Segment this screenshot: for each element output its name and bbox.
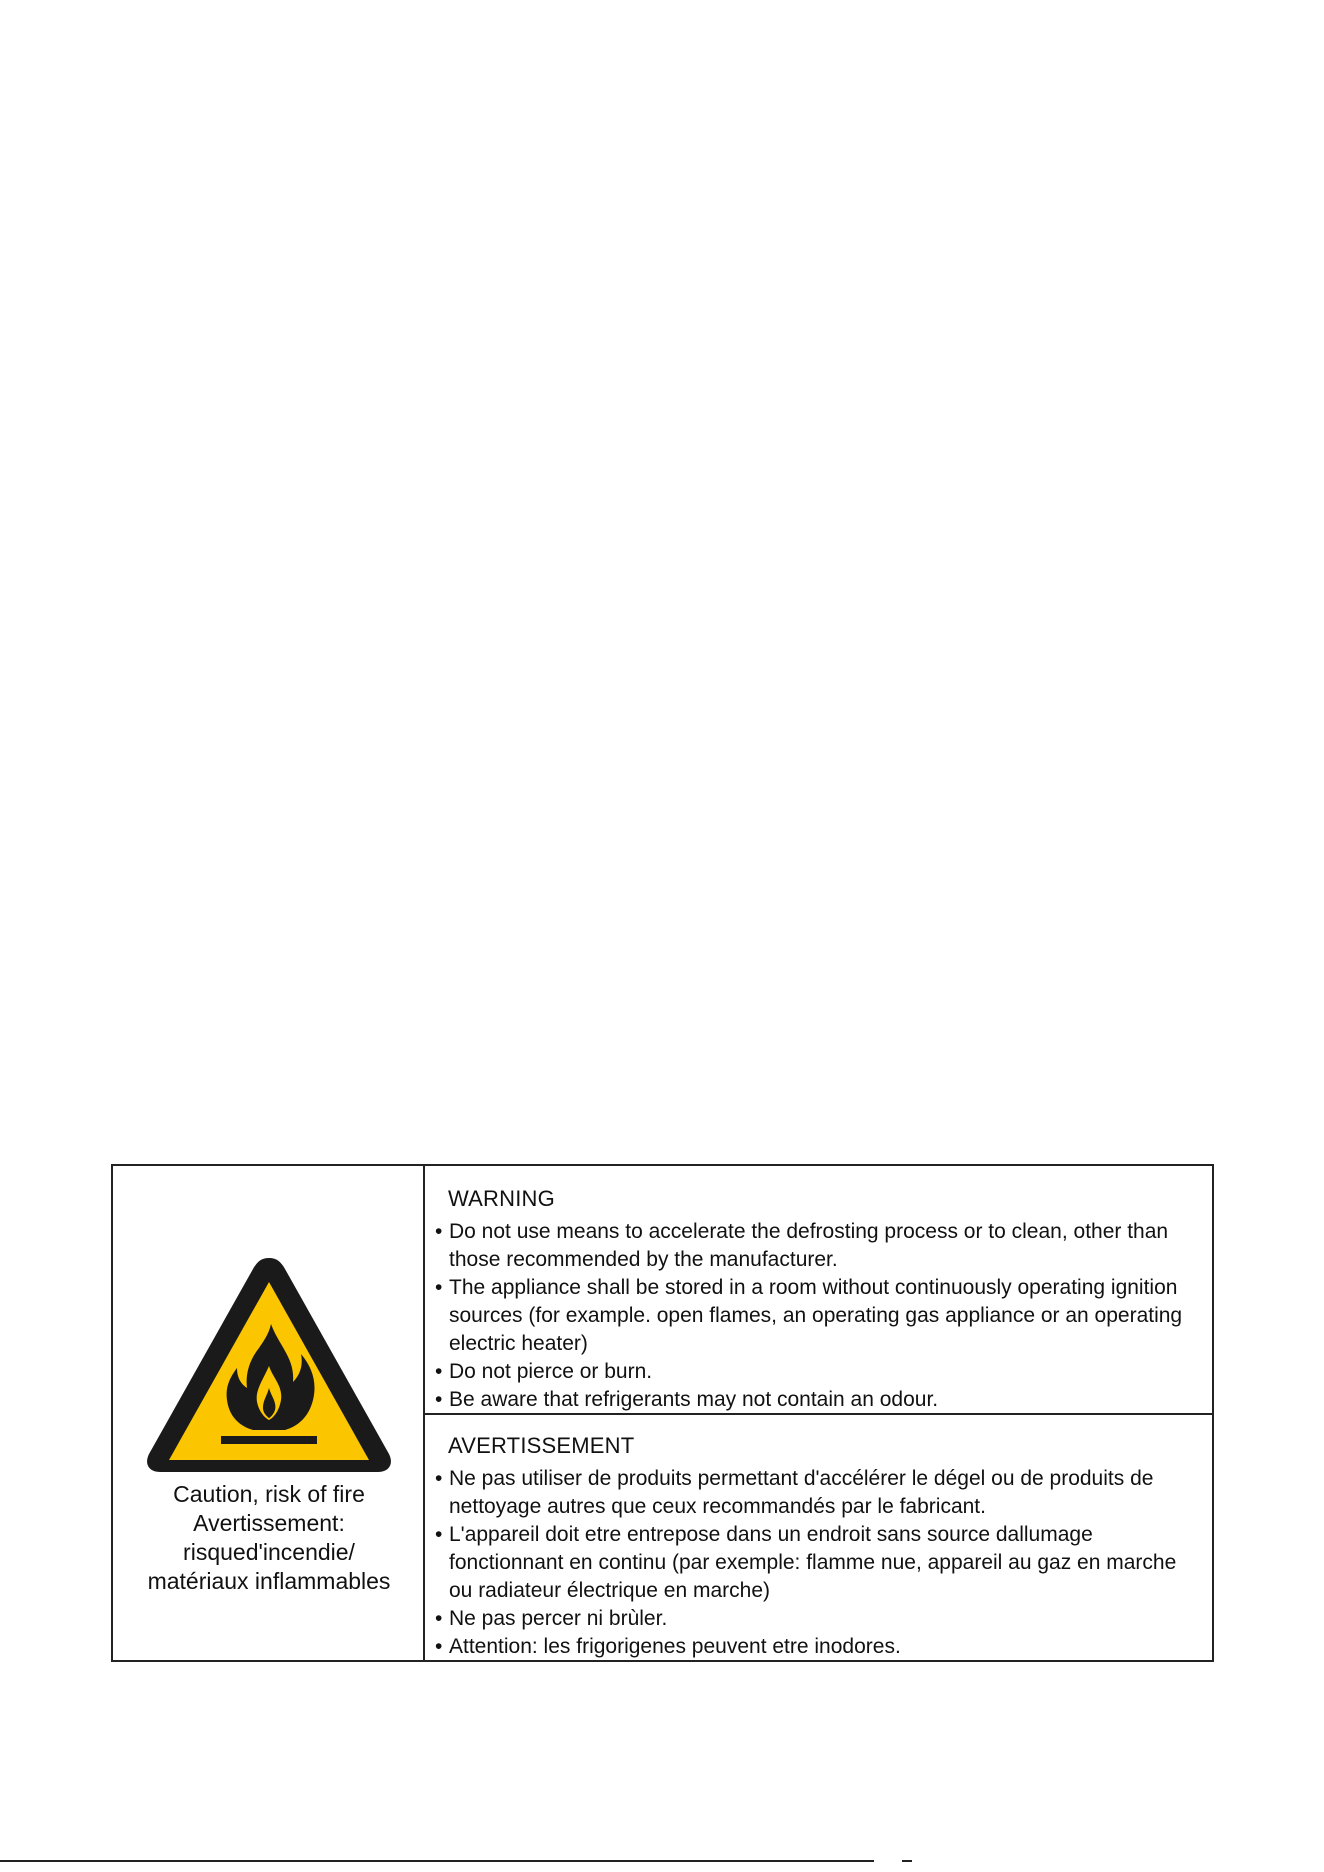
caption-line: Caution, risk of fire — [173, 1481, 365, 1507]
warning-french-section — [425, 1415, 1212, 1660]
avertissement-item: • L'appareil doit etre entrepose dans un endroit sans source dallumage fonctionnant en continu (par exemple: flamme nue, appareil au gaz en marche ou radiateur électrique en marche) — [435, 1521, 1202, 1605]
fire-warning-table — [111, 1164, 1214, 1662]
hazard-caption — [113, 1480, 425, 1596]
warning-french-list — [435, 1465, 1202, 1661]
warning-english-section — [425, 1166, 1212, 1415]
warning-text-cell — [425, 1166, 1212, 1660]
avertissement-item: • Ne pas percer ni brùler. — [435, 1605, 1202, 1633]
caption-line: Avertissement: — [193, 1510, 345, 1536]
avertissement-title: AVERTISSEMENT — [448, 1433, 635, 1458]
warning-english-list — [435, 1218, 1202, 1414]
caption-line: matériaux inflammables — [147, 1568, 391, 1594]
warning-item: • Do not use means to accelerate the defrosting process or to clean, other than those recommended by the manufacturer. — [435, 1218, 1202, 1274]
warning-title: WARNING — [448, 1186, 555, 1211]
warning-item: • Do not pierce or burn. — [435, 1358, 1202, 1386]
caption-line: risqued'incendie/ — [183, 1539, 355, 1565]
surface-bar — [221, 1436, 317, 1444]
flammable-warning-icon — [143, 1254, 395, 1476]
avertissement-item: • Ne pas utiliser de produits permettant d'accélérer le dégel ou de produits de nettoyage autres que ceux recommandés par le fabricant. — [435, 1465, 1202, 1521]
page-footer-mark — [902, 1860, 912, 1862]
hazard-symbol-cell — [113, 1166, 425, 1660]
avertissement-item: • Attention: les frigorigenes peuvent etre inodores. — [435, 1633, 1202, 1661]
page-footer-rule — [0, 1860, 874, 1862]
warning-item: • The appliance shall be stored in a room without continuously operating ignition sources (for example. open flames, an operating gas appliance or an operating electric heater) — [435, 1274, 1202, 1358]
warning-item: • Be aware that refrigerants may not contain an odour. — [435, 1386, 1202, 1414]
